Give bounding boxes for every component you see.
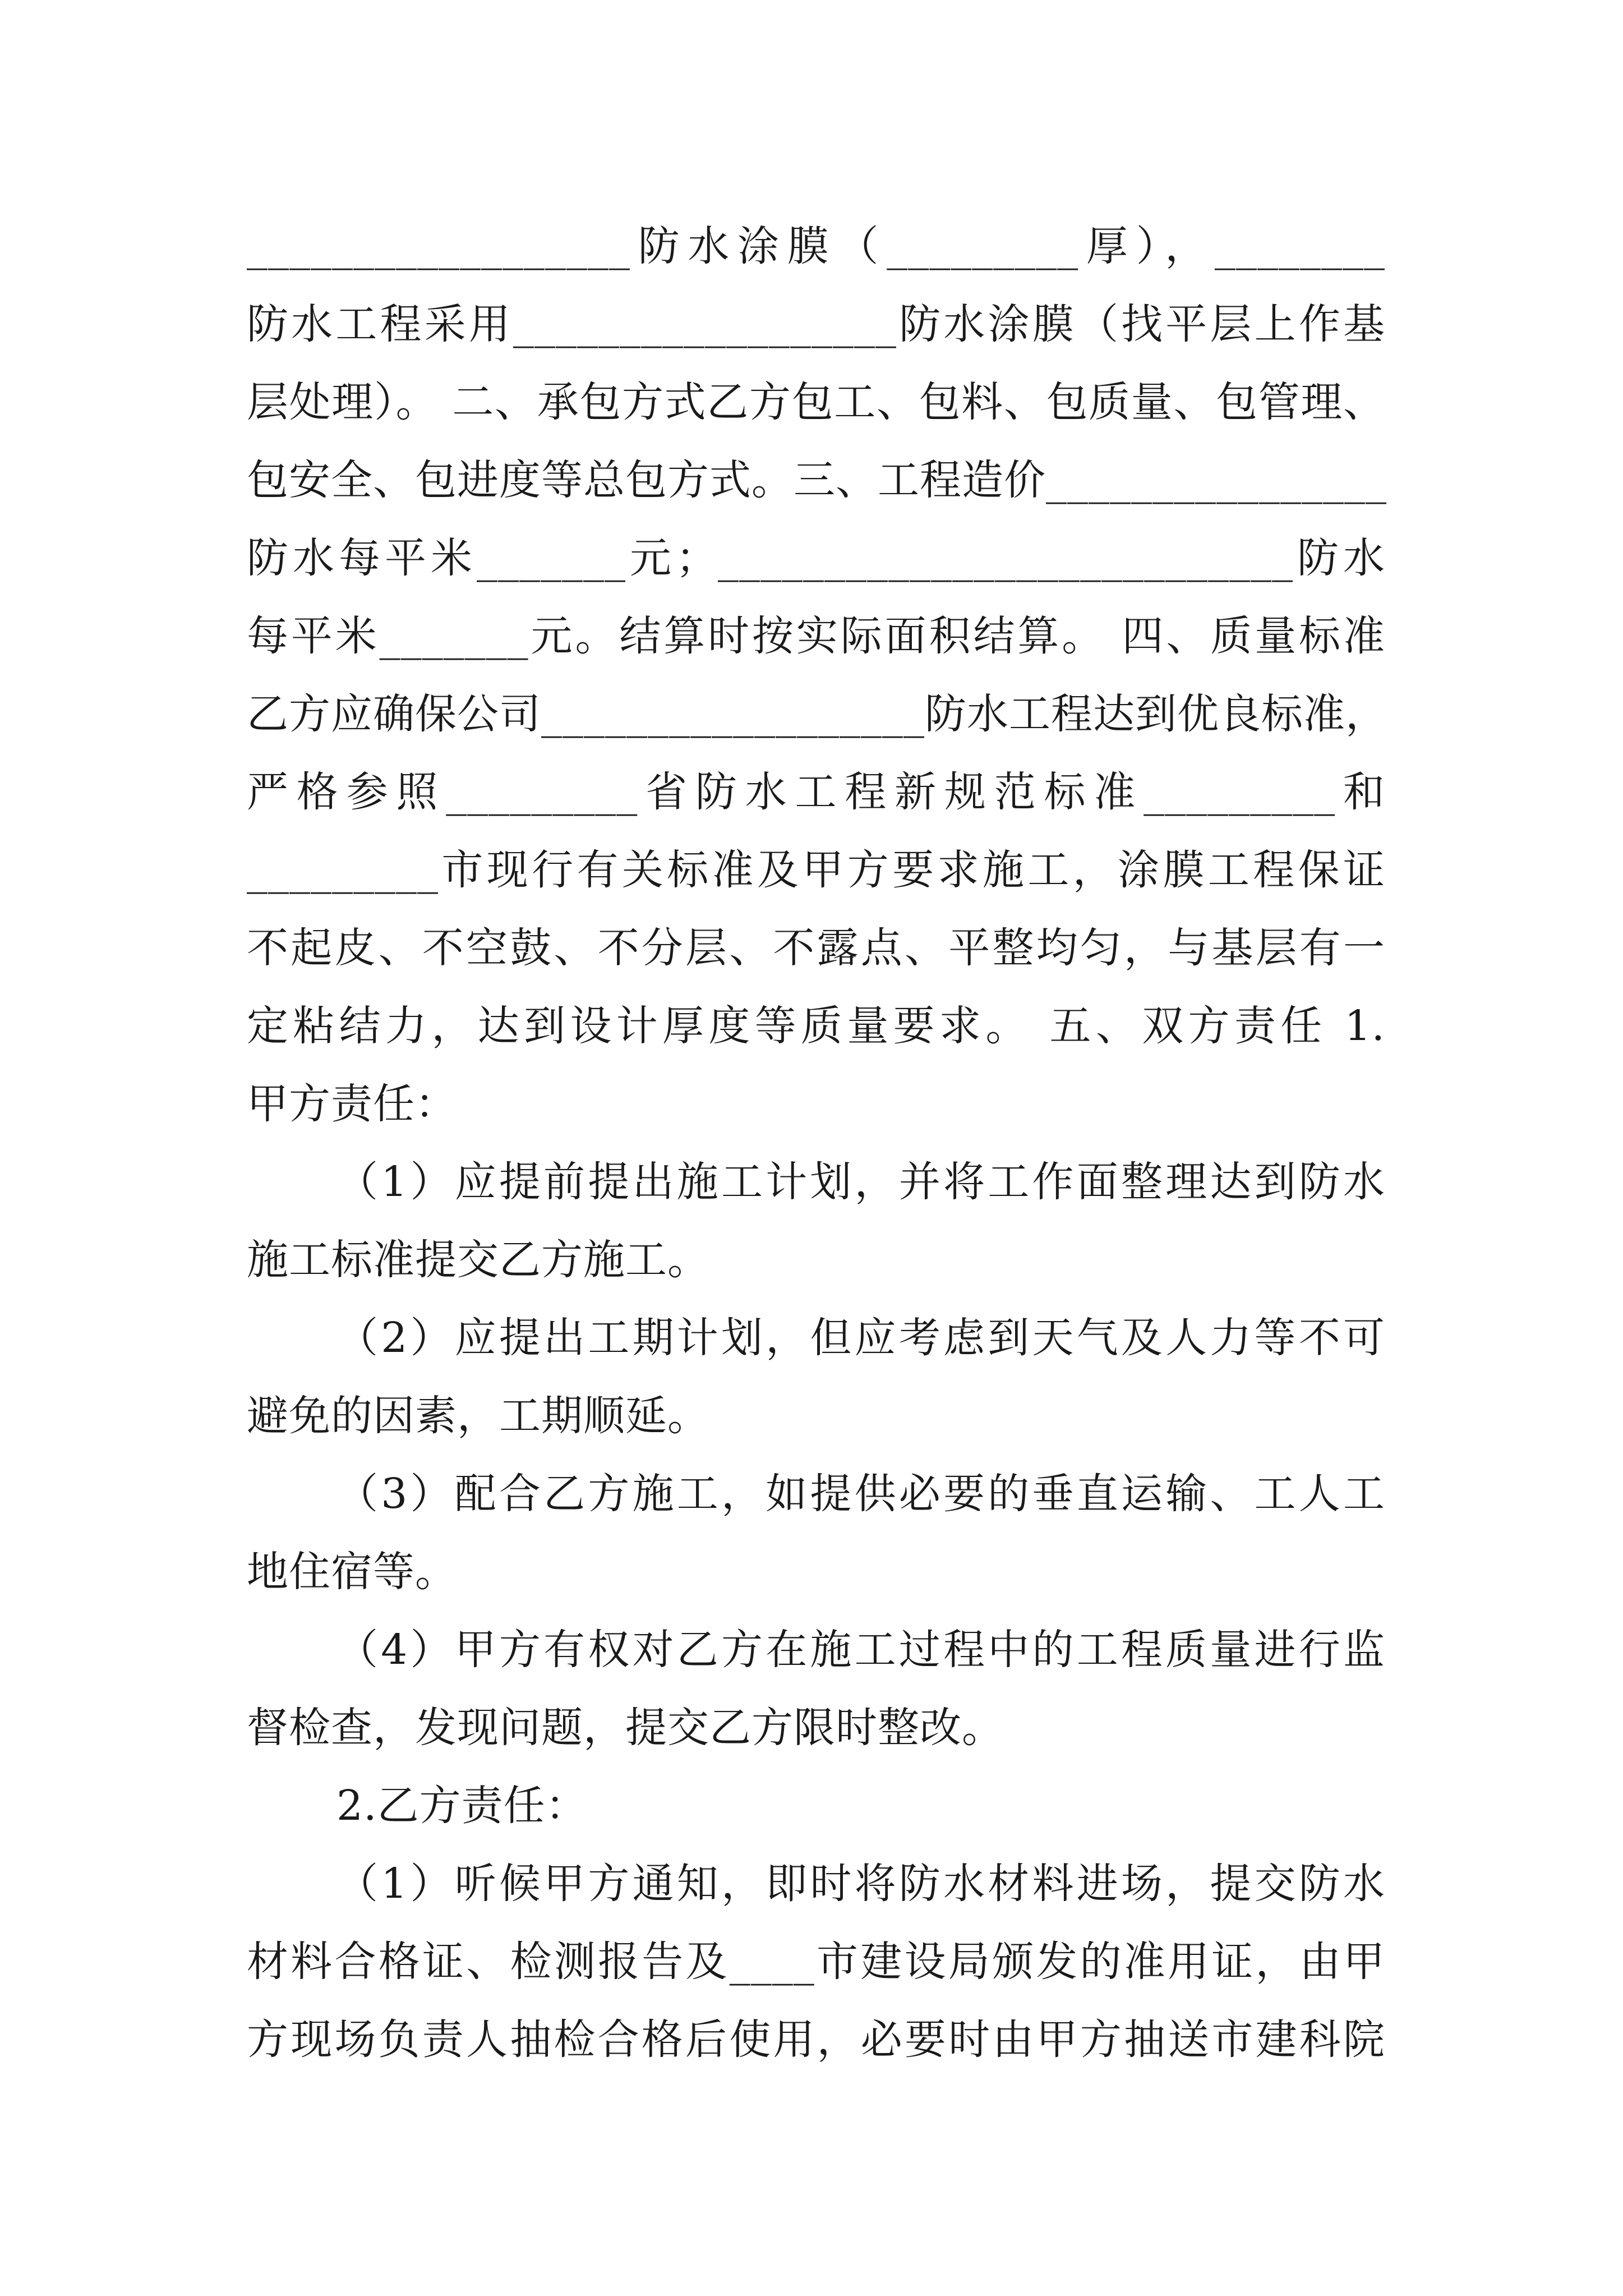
text-line: （1）听候甲方通知，即时将防水材料进场，提交防水 (336, 1860, 1385, 1908)
text-line: 防水每平米_______元；___________________________防水 (247, 534, 1385, 582)
text-line: __________________防水涂膜（_________厚），________ (247, 222, 1385, 270)
section-heading: 甲方责任： (247, 1080, 457, 1128)
text-line: 施工标准提交乙方施工。 (247, 1236, 709, 1284)
text-line: 防水工程采用__________________防水涂膜（找平层上作基 (247, 300, 1385, 348)
text-line: 避免的因素，工期顺延。 (247, 1392, 709, 1440)
text-line: （3）配合乙方施工，如提供必要的垂直运输、工人工 (336, 1470, 1385, 1518)
text-line: 乙方应确保公司__________________防水工程达到优良标准， (247, 690, 1387, 738)
text-line: 严格参照_________省防水工程新规范标准_________和 (247, 768, 1385, 816)
text-line: _________市现行有关标准及甲方要求施工，涂膜工程保证 (247, 846, 1385, 894)
text-line: 地住宿等。 (247, 1548, 457, 1596)
text-line: 不起皮、不空鼓、不分层、不露点、平整均匀，与基层有一 (247, 924, 1385, 972)
text-line: （1）应提前提出施工计划，并将工作面整理达到防水 (336, 1158, 1385, 1206)
text-line: 督检查，发现问题，提交乙方限时整改。 (247, 1704, 1004, 1752)
section-heading: 2.乙方责任： (336, 1782, 588, 1830)
text-line: （4）甲方有权对乙方在施工过程中的工程质量进行监 (336, 1626, 1385, 1674)
contract-text (247, 208, 1385, 2079)
text-line: 层处理）。 二、承包方式乙方包工、包料、包质量、包管理、 (247, 378, 1385, 426)
text-line: 包安全、包进度等总包方式。三、工程造价________________ (247, 456, 1387, 504)
text-line: 材料合格证、检测报告及____市建设局颁发的准用证，由甲 (247, 1938, 1385, 1986)
text-line: 方现场负责人抽检合格后使用，必要时由甲方抽送市建科院 (247, 2016, 1385, 2064)
text-line: 定粘结力，达到设计厚度等质量要求。 五、双方责任 1. (247, 1002, 1385, 1050)
text-line: （2）应提出工期计划，但应考虑到天气及人力等不可 (336, 1314, 1385, 1362)
text-line: 每平米_______元。结算时按实际面积结算。 四、质量标准 (247, 612, 1385, 660)
